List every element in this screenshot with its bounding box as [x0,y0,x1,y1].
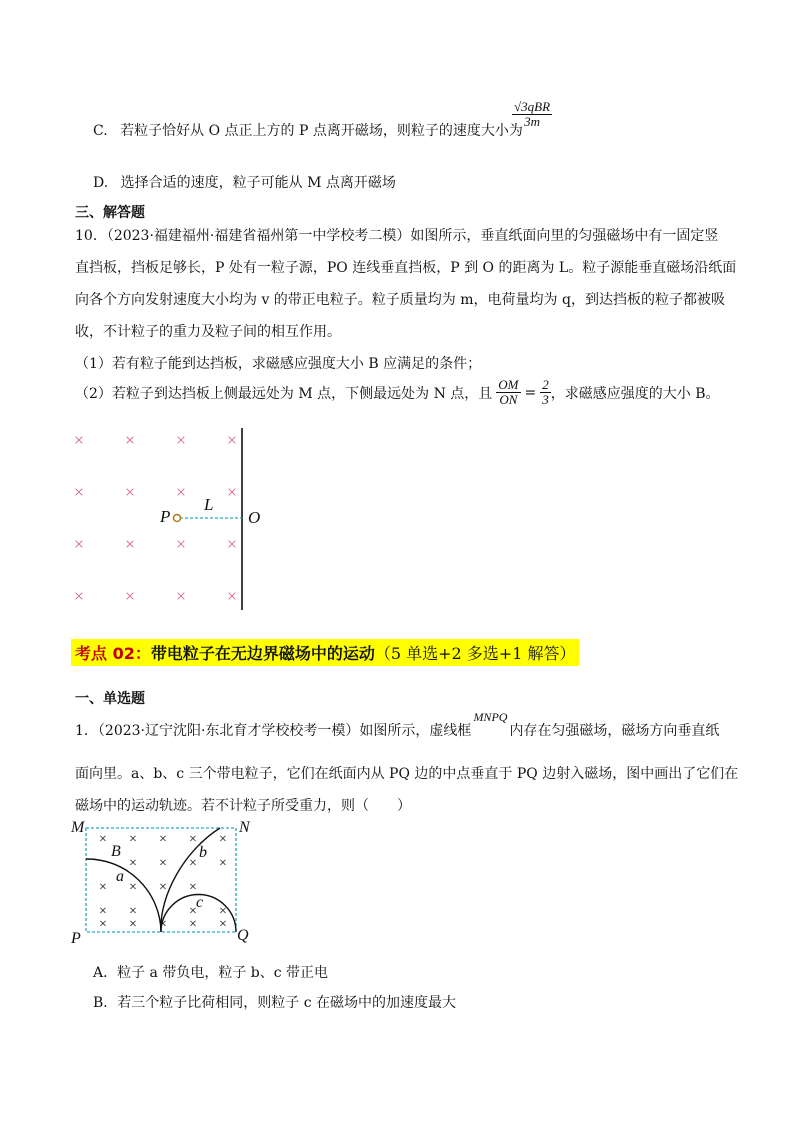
q10-sub2-text-b: ，求磁感应强度的大小 B。 [550,385,720,402]
option-c-fraction [512,100,552,130]
field-cross: × [99,880,107,895]
topic-banner-note: （5 单选+2 多选+1 解答） [374,644,576,663]
option-c [93,120,523,140]
field-cross: × [159,832,167,847]
figure-mnpq-trajectories [65,815,265,945]
option-b: B．若三个粒子比荷相同，则粒子 c 在磁场中的加速度最大 [93,995,457,1011]
field-cross: × [219,832,227,847]
q1-line3: 磁场中的运动轨迹。若不计粒子所受重力，则（ ） [75,798,411,814]
label-q: Q [237,927,249,944]
fraction-denominator: 3m [524,114,540,130]
field-cross: × [159,856,167,871]
field-cross: × [175,482,187,502]
field-cross: × [159,880,167,895]
field-cross: × [189,832,197,847]
label-n: N [239,819,250,836]
field-cross: × [124,534,136,554]
field-cross: × [73,534,85,554]
field-cross: × [189,880,197,895]
field-cross: × [219,917,227,932]
field-cross: × [99,904,107,919]
fraction-numerator: OM [498,377,519,392]
field-cross: × [99,832,107,847]
label-a: a [116,868,124,885]
label-o: O [248,508,261,527]
field-cross: × [73,430,85,450]
q1-line1-text-a: 1．（2023·辽宁沈阳·东北育才学校校考一模）如图所示，虚线框 [75,723,472,739]
field-cross: × [219,904,227,919]
two-thirds-fraction [540,378,551,408]
q10-line4: 收，不计粒子的重力及粒子间的相互作用。 [75,324,341,340]
label-b: b [199,844,207,861]
q10-sub2-text-a: （2）若粒子到达挡板上侧最远处为 M 点，下侧最远处为 N 点，且 [75,385,493,402]
field-cross: × [129,832,137,847]
fraction-numerator: √3qBR [514,99,551,114]
field-cross: × [175,430,187,450]
option-c-text: 若粒子恰好从 O 点正上方的 P 点离开磁场，则粒子的速度大小为 [120,123,523,139]
field-cross: × [175,534,187,554]
field-cross: × [189,917,197,932]
field-cross: × [226,586,238,606]
field-cross: × [73,586,85,606]
field-cross: × [226,430,238,450]
section-heading-answer: 三、解答题 [75,205,145,221]
field-cross: × [159,917,167,932]
field-cross: × [189,856,197,871]
field-cross: × [129,880,137,895]
q10-subquestion-1: （1）若有粒子能到达挡板，求磁感应强度大小 B 应满足的条件； [75,356,482,372]
field-cross: × [99,917,107,932]
figure-baffle-magnetic-field [60,420,290,620]
option-a: A．粒子 a 带负电，粒子 b、c 带正电 [93,965,329,981]
label-p: P [71,930,81,945]
q1-line2: 面向里。a、b、c 三个带电粒子，它们在纸面内从 PQ 边的中点垂直于 PQ 边射入磁场，图中画出了它们在 [75,766,739,782]
label-p: P [160,507,171,526]
q10-subquestion-2 [75,378,720,408]
label-l: L [204,495,214,514]
fraction-denominator: ON [499,392,518,408]
field-cross: × [73,482,85,502]
topic-banner-label: 考点 02： [75,644,151,663]
q10-line3: 向各个方向发射速度大小均为 v 的带正电粒子。粒子质量均为 m，电荷量均为 q，到达挡板的粒子都被吸 [75,292,725,308]
section-heading-single-choice: 一、单选题 [75,691,145,707]
label-c: c [196,894,204,911]
option-d [93,172,396,192]
field-cross: × [129,856,137,871]
option-d-text: 选择合适的速度，粒子可能从 M 点离开磁场 [120,175,396,191]
equals-sign: = [524,384,537,401]
fraction-numerator: 2 [542,377,549,392]
field-cross: × [124,430,136,450]
mnpq-label: MNPQ [473,710,508,724]
field-cross: × [129,917,137,932]
topic-banner-title: 带电粒子在无边界磁场中的运动 [150,644,375,663]
option-c-prefix: C. [93,123,108,139]
particle-source-point [174,515,181,522]
field-cross: × [189,904,197,919]
field-cross: × [226,534,238,554]
om-on-fraction [496,378,520,408]
field-cross: × [219,856,227,871]
q10-line1: 10．（2023·福建福州·福建省福州第一中学校考二模）如图所示，垂直纸面向里的匀强磁场中有一固定竖 [75,228,719,244]
label-b-field: B [111,843,121,860]
q1-line1 [75,710,720,740]
field-cross: × [124,586,136,606]
field-cross: × [129,904,137,919]
fraction-denominator: 3 [542,392,549,408]
q10-line2: 直挡板，挡板足够长，P 处有一粒子源，PO 连线垂直挡板，P 到 O 的距离为 L。粒子源能垂直磁场沿纸面 [75,260,737,276]
topic-banner [71,639,579,666]
option-d-prefix: D. [93,175,109,191]
field-cross: × [124,482,136,502]
label-m: M [71,819,85,836]
field-cross: × [175,586,187,606]
q1-line1-text-b: 内存在匀强磁场，磁场方向垂直纸 [509,723,720,739]
field-cross: × [226,482,238,502]
